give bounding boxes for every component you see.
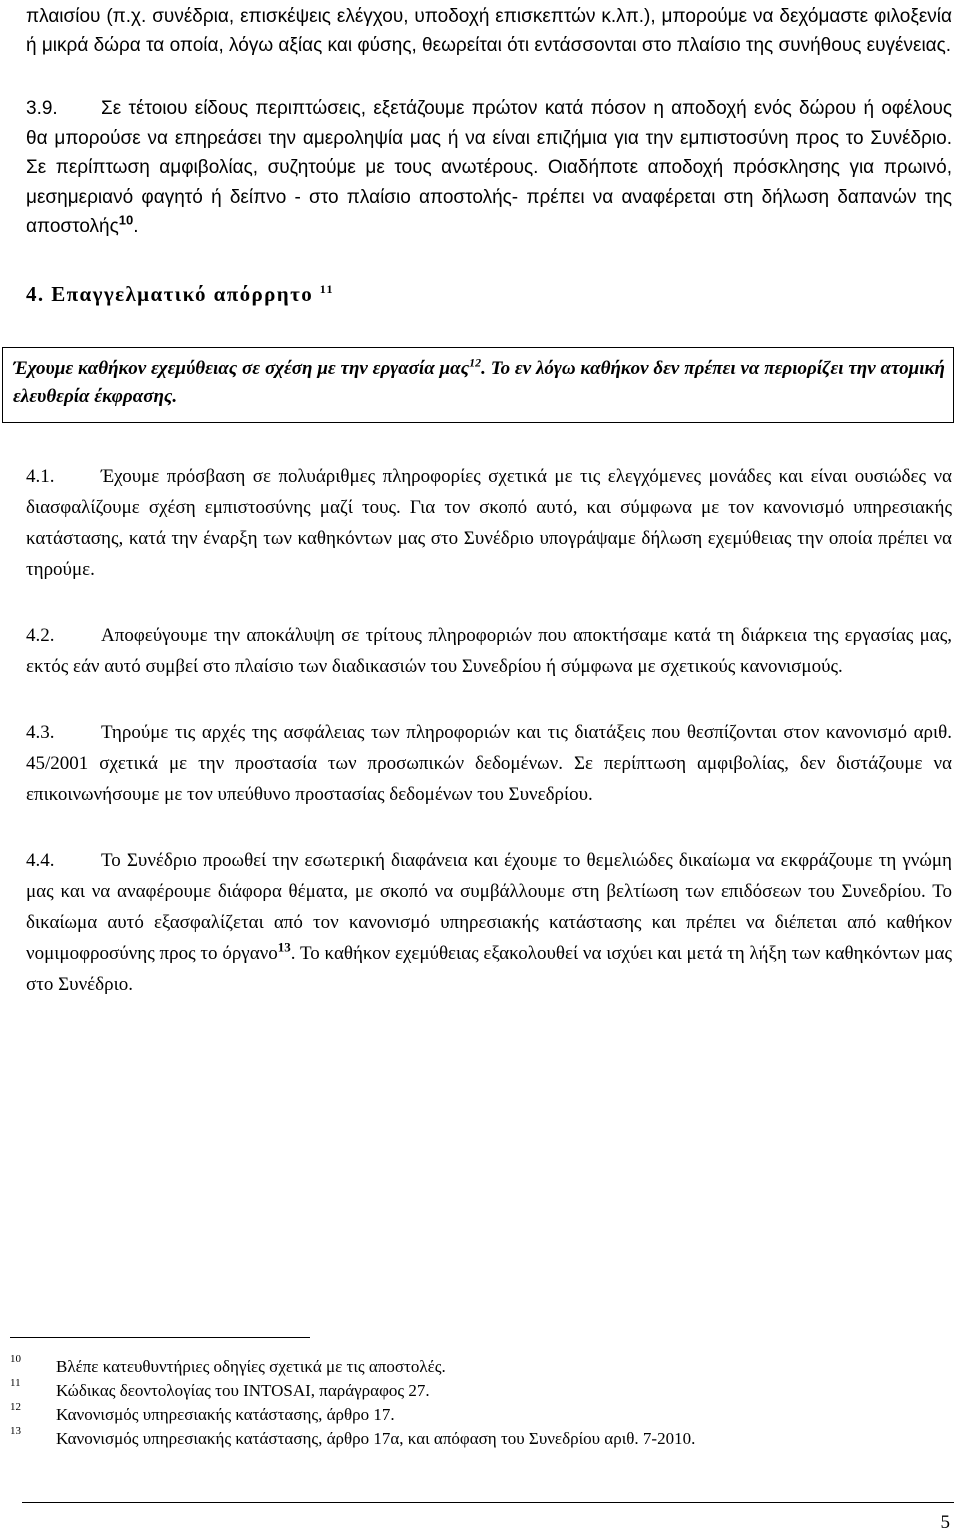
page-number: 5	[940, 1512, 950, 1533]
paragraph-4-2	[26, 620, 952, 682]
footnote-ref-11[interactable]: 11	[319, 282, 334, 296]
footnote-number: 12	[10, 1401, 21, 1413]
paragraph-text: Έχουμε πρόσβαση σε πολυάριθμες πληροφορίες σχετικά με τις ελεγχόμενες μονάδες και είναι ουσιώδες να διασφαλίζουμε σχέση εμπιστοσύνης μαζί τους. Για τον σκοπό αυτό, και σύμφωνα με τον κανονισμό υπηρεσιακής κατάστασης, κατά την έναρξη των καθηκόντων μας στο Συνέδριο υπογράψαμε δήλωση εχεμύθειας την οποία πρέπει να τηρούμε.	[26, 466, 952, 580]
principle-text	[13, 355, 945, 411]
paragraph-number: 4.3.	[26, 722, 55, 743]
paragraph-text-end: .	[133, 216, 139, 237]
paragraph-text: Τηρούμε τις αρχές της ασφάλειας των πληροφοριών και τις διατάξεις που θεσπίζονται στον κανονισμό αριθ. 45/2001 σχετικά με την προστασία των προσωπικών δεδομένων. Σε περίπτωση αμφιβολίας, δεν διστάζουμε να επικοινωνήσουμε με τον υπεύθυνο προστασίας δεδομένων του Συνεδρίου.	[26, 722, 952, 805]
paragraph-number: 4.4.	[26, 850, 55, 871]
footnote-separator	[10, 1337, 310, 1338]
paragraph-number: 4.2.	[26, 625, 55, 646]
section-title: 4. Επαγγελματικό απόρρητο	[26, 282, 314, 306]
paragraph-number: 3.9.	[26, 98, 58, 119]
paragraph-4-1	[26, 461, 952, 585]
footnote-text: Βλέπε κατευθυντήριες οδηγίες σχετικά με τις αποστολές.	[56, 1357, 446, 1376]
footnote-number: 10	[10, 1353, 21, 1365]
principle-box	[2, 347, 954, 423]
paragraph-number: 4.1.	[26, 466, 55, 487]
footnote-text: Κανονισμός υπηρεσιακής κατάστασης, άρθρο 17.	[56, 1405, 395, 1424]
principle-text-start: Έχουμε καθήκον εχεμύθειας σε σχέση με την εργασία μας	[13, 358, 470, 379]
footnote-text: Κανονισμός υπηρεσιακής κατάστασης, άρθρο 17α, και απόφαση του Συνεδρίου αριθ. 7-2010.	[56, 1429, 696, 1448]
paragraph-text: Σε τέτοιου είδους περιπτώσεις, εξετάζουμε πρώτον κατά πόσον η αποδοχή ενός δώρου ή οφέλους θα μπορούσε να επηρεάσει την αμεροληψία μας ή να είναι επιζήμια για την εμπιστοσύνη προς το Συνέδριο. Σε περίπτωση αμφιβολίας, συζητούμε με τους ανωτέρους. Οιαδήποτε αποδοχή πρόσκλησης για πρωινό, μεσημεριανό φαγητό ή δείπνο - στο πλαίσιο αποστολής- πρέπει να αναφέρεται στη δήλωση δαπανών της αποστολής	[26, 98, 952, 237]
footnote-ref-13[interactable]: 13	[277, 939, 291, 955]
footnote-ref-10[interactable]: 10	[118, 212, 134, 228]
principle-text-end: . Το εν λόγω καθήκον δεν πρέπει να περιορίζει την ατομική ελευθερία έκφρασης.	[13, 358, 945, 407]
section-heading	[26, 282, 334, 307]
footer-separator	[22, 1502, 954, 1503]
paragraph-4-4	[26, 845, 952, 1000]
paragraph-text: Το Συνέδριο προωθεί την εσωτερική διαφάνεια και έχουμε το θεμελιώδες δικαίωμα να εκφράζουμε τη γνώμη μας και να αναφέρουμε διάφορα θέματα, με σκοπό να συμβάλλουμε στη βελτίωση των επιδόσεων του Συνεδρίου. Το δικαίωμα αυτό εξασφαλίζεται από τον κανονισμό υπηρεσιακής κατάστασης και πρέπει να διέπεται από καθήκον νομιμοφροσύνης προς το όργανο	[26, 850, 952, 964]
paragraph-3-9	[26, 94, 952, 242]
footnote-ref-12[interactable]: 12	[469, 355, 482, 370]
footnote-text: Κώδικας δεοντολογίας του INTOSAI, παράγραφος 27.	[56, 1381, 430, 1400]
paragraph-text: Αποφεύγουμε την αποκάλυψη σε τρίτους πληροφοριών που αποκτήσαμε κατά τη διάρκεια της εργασίας μας, εκτός εάν αυτό συμβεί στο πλαίσιο των διαδικασιών του Συνεδρίου ή σύμφωνα με σχετικούς κανονισμούς.	[26, 625, 952, 677]
paragraph-4-3	[26, 717, 952, 810]
paragraph-text-end: . Το καθήκον εχεμύθειας εξακολουθεί να ισχύει και μετά τη λήξη των καθηκόντων μας στο Συνέδριο.	[26, 943, 952, 995]
footnote-number: 11	[10, 1377, 21, 1389]
footnote-number: 13	[10, 1425, 21, 1437]
intro-text: πλαισίου (π.χ. συνέδρια, επισκέψεις ελέγχου, υποδοχή επισκεπτών κ.λπ.), μπορούμε να δεχόμαστε φιλοξενία ή μικρά δώρα τα οποία, λόγω αξίας και φύσης, θεωρείται ότι εντάσσονται στο πλαίσιο της συνήθους ευγένειας.	[26, 6, 952, 56]
intro-paragraph	[26, 2, 952, 60]
